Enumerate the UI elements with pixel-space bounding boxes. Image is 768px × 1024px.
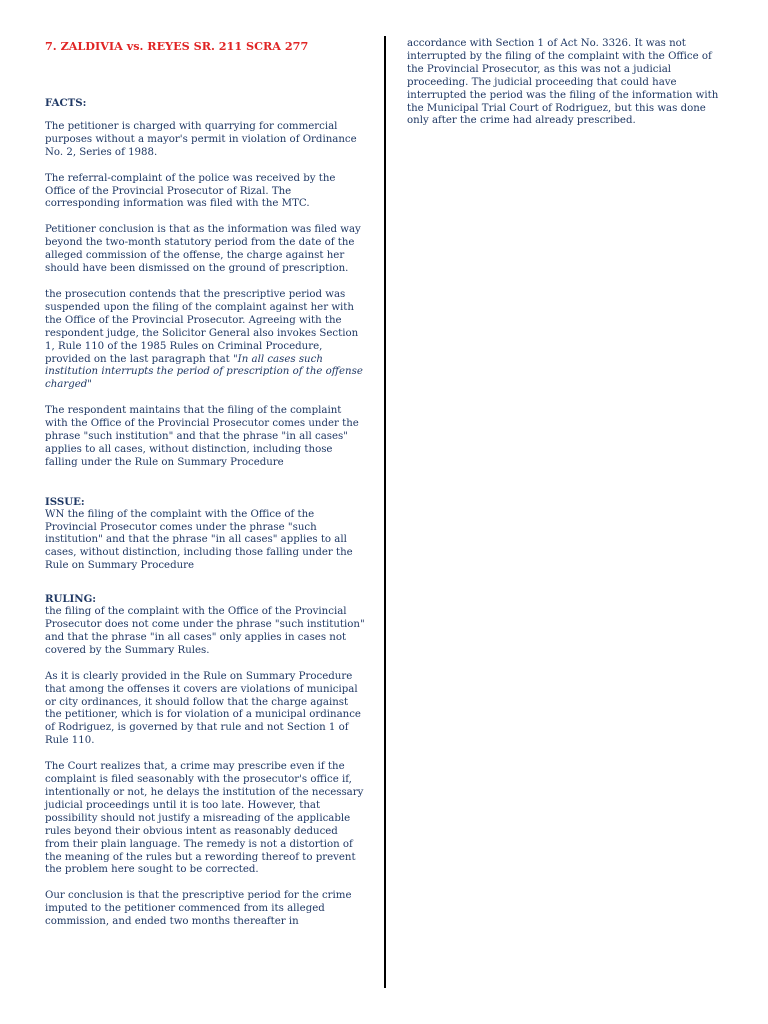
issue-paragraph: WN the filing of the complaint with the Office of the Provincial Prosecutor comes under the phrase "such institution" and that the phrase "in all cases" applies to all cases, without distinction, including those falling under the Rule on Summary Procedure	[45, 508, 353, 572]
column-divider	[384, 36, 386, 988]
respondent-paragraph: The respondent maintains that the filing of the complaint with the Office of the Provincial Prosecutor comes under the phrase "such institution" and that the phrase "in all cases" applies to all cases, without distinction, including those falling under the Rule on Summary Procedure	[45, 405, 359, 468]
facts-paragraph-1: The petitioner is charged with quarrying for commercial purposes without a mayor's permit in violation of Ordinance No. 2, Series of 1988.	[45, 120, 357, 158]
left-column	[45, 38, 365, 929]
prosecution-paragraph	[45, 289, 365, 392]
continued-paragraph: accordance with Section 1 of Act No. 3326. It was not interrupted by the filing of the complaint with the Office of the Provincial Prosecutor, as this was not a judicial proceeding. The judicial proceeding that could have interrupted the period was the filing of the information with the Municipal Trial Court of Rodriguez, but this was done only after the crime had already prescribed.	[407, 38, 719, 127]
facts-paragraph-2: The referral-complaint of the police was received by the Office of the Provincial Prosecutor of Rizal. The corresponding information was filed with the MTC.	[45, 172, 336, 210]
facts-paragraph-3: Petitioner conclusion is that as the information was filed way beyond the two-month statutory period from the date of the alleged commission of the offense, the charge against her should have been dismissed on the ground of prescription.	[45, 224, 361, 275]
ruling-paragraph-court-realizes: The Court realizes that, a crime may prescribe even if the complaint is filed seasonably with the prosecutor's office if, intentionally or not, he delays the institution of the necessary judicial proceedings until it is too late. However, that possibility should not justify a misreading of the applicable rules beyond their obvious intent as reasonably deduced from their plain language. The remedy is not a distortion of the meaning of the rules but a rewording thereof to prevent the problem here sought to be corrected.	[45, 761, 364, 876]
ruling-paragraph-summary-rule: As it is clearly provided in the Rule on Summary Procedure that among the offenses it covers are violations of municipal or city ordinances, it should follow that the charge against the petitioner, which is for violation of a municipal ordinance of Rodriguez, is governed by that rule and not Section 1 of Rule 110.	[45, 670, 361, 747]
issue-heading: ISSUE:	[45, 495, 85, 508]
ruling-paragraph-conclusion: Our conclusion is that the prescriptive period for the crime imputed to the petitioner commenced from its alleged commission, and ended two months thereafter in	[45, 890, 352, 928]
case-title: 7. ZALDIVIA vs. REYES SR. 211 SCRA 277	[45, 39, 309, 53]
prosecution-text: the prosecution contends that the prescriptive period was suspended upon the filing of the complaint against her with the Office of the Provincial Prosecutor. Agreeing with the respondent judge, the Solicitor General also invokes Section 1, Rule 110 of the 1985 Rules on Criminal Procedure, provided on the last paragraph that	[45, 288, 359, 365]
right-column	[407, 38, 729, 141]
facts-heading: FACTS:	[45, 97, 87, 109]
ruling-heading: RULING:	[45, 593, 97, 606]
prosecution-quote: "In all cases such institution interrupts the period of prescription of the offense charged"	[45, 353, 363, 391]
ruling-paragraph: the filing of the complaint with the Office of the Provincial Prosecutor does not come under the phrase "such institution" and that the phrase "in all cases" only applies in cases not covered by the Summary Rules.	[45, 606, 365, 656]
